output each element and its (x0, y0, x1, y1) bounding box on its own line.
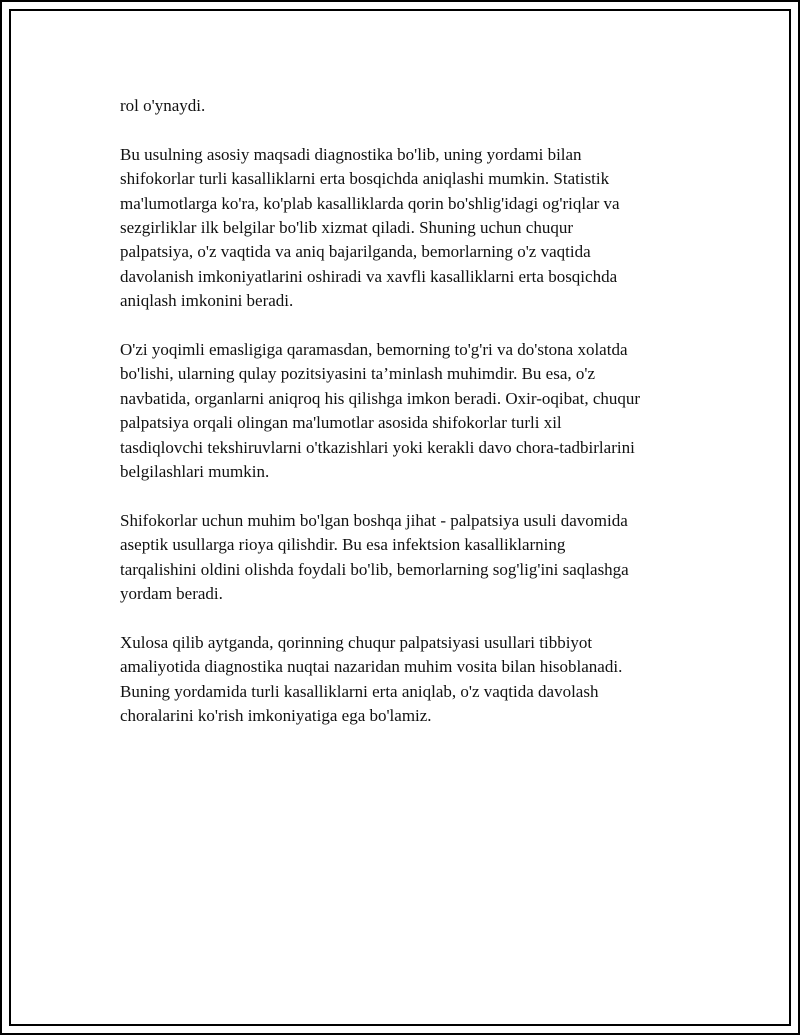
text-line: sezgirliklar ilk belgilar bo'lib xizmat qiladi. Shuning uchun chuqur (120, 218, 573, 238)
text-line: Xulosa qilib aytganda, qorinning chuqur palpatsiyasi usullari tibbiyot (120, 632, 593, 652)
text-line: bo'lishi, ularning qulay pozitsiyasini ta’minlash muhimdir. Bu esa, o'z (120, 364, 595, 384)
text-line: shifokorlar turli kasalliklarni erta bosqichda aniqlashi mumkin. Statistik (120, 169, 610, 189)
text-line: choralarini ko'rish imkoniyatiga ega bo'lamiz. (120, 706, 432, 726)
paragraph-2 (120, 143, 690, 314)
document-body (120, 94, 690, 753)
text-line: Bu usulning asosiy maqsadi diagnostika bo'lib, uning yordami bilan (120, 144, 582, 164)
text-line: tasdiqlovchi tekshiruvlarni o'tkazishlari yoki kerakli davo chora-tadbirlarini (120, 437, 635, 457)
text-line: rol o'ynaydi. (120, 96, 206, 115)
text-line: tarqalishini oldini olishda foydali bo'lib, bemorlarning sog'lig'ini saqlashga (120, 559, 629, 579)
paragraph-5 (120, 631, 690, 729)
text-line: palpatsiya orqali olingan ma'lumotlar asosida shifokorlar turli xil (120, 413, 562, 433)
text-line: Buning yordamida turli kasalliklarni erta aniqlab, o'z vaqtida davolash (120, 681, 599, 701)
text-line: navbatida, organlarni aniqroq his qilishga imkon beradi. Oxir-oqibat, chuqur (120, 388, 641, 408)
text-line: yordam beradi. (120, 584, 223, 604)
text-line: aniqlash imkonini beradi. (120, 291, 294, 311)
text-line: davolanish imkoniyatlarini oshiradi va xavfli kasalliklarni erta bosqichda (120, 266, 618, 286)
text-line: amaliyotida diagnostika nuqtai nazaridan muhim vosita bilan hisoblanadi. (120, 657, 623, 677)
text-line: aseptik usullarga rioya qilishdir. Bu esa infektsion kasalliklarning (120, 535, 566, 555)
paragraph-3 (120, 338, 690, 484)
paragraph-1 (120, 94, 690, 118)
text-line: Shifokorlar uchun muhim bo'lgan boshqa jihat - palpatsiya usuli davomida (120, 510, 628, 530)
text-line: O'zi yoqimli emasligiga qaramasdan, bemorning to'g'ri va do'stona xolatda (120, 340, 628, 360)
paragraph-4 (120, 509, 690, 607)
text-line: ma'lumotlarga ko'ra, ko'plab kasalliklarda qorin bo'shlig'idagi og'riqlar va (120, 193, 620, 213)
text-line: palpatsiya, o'z vaqtida va aniq bajarilganda, bemorlarning o'z vaqtida (120, 242, 591, 262)
text-line: belgilashlari mumkin. (120, 462, 270, 482)
